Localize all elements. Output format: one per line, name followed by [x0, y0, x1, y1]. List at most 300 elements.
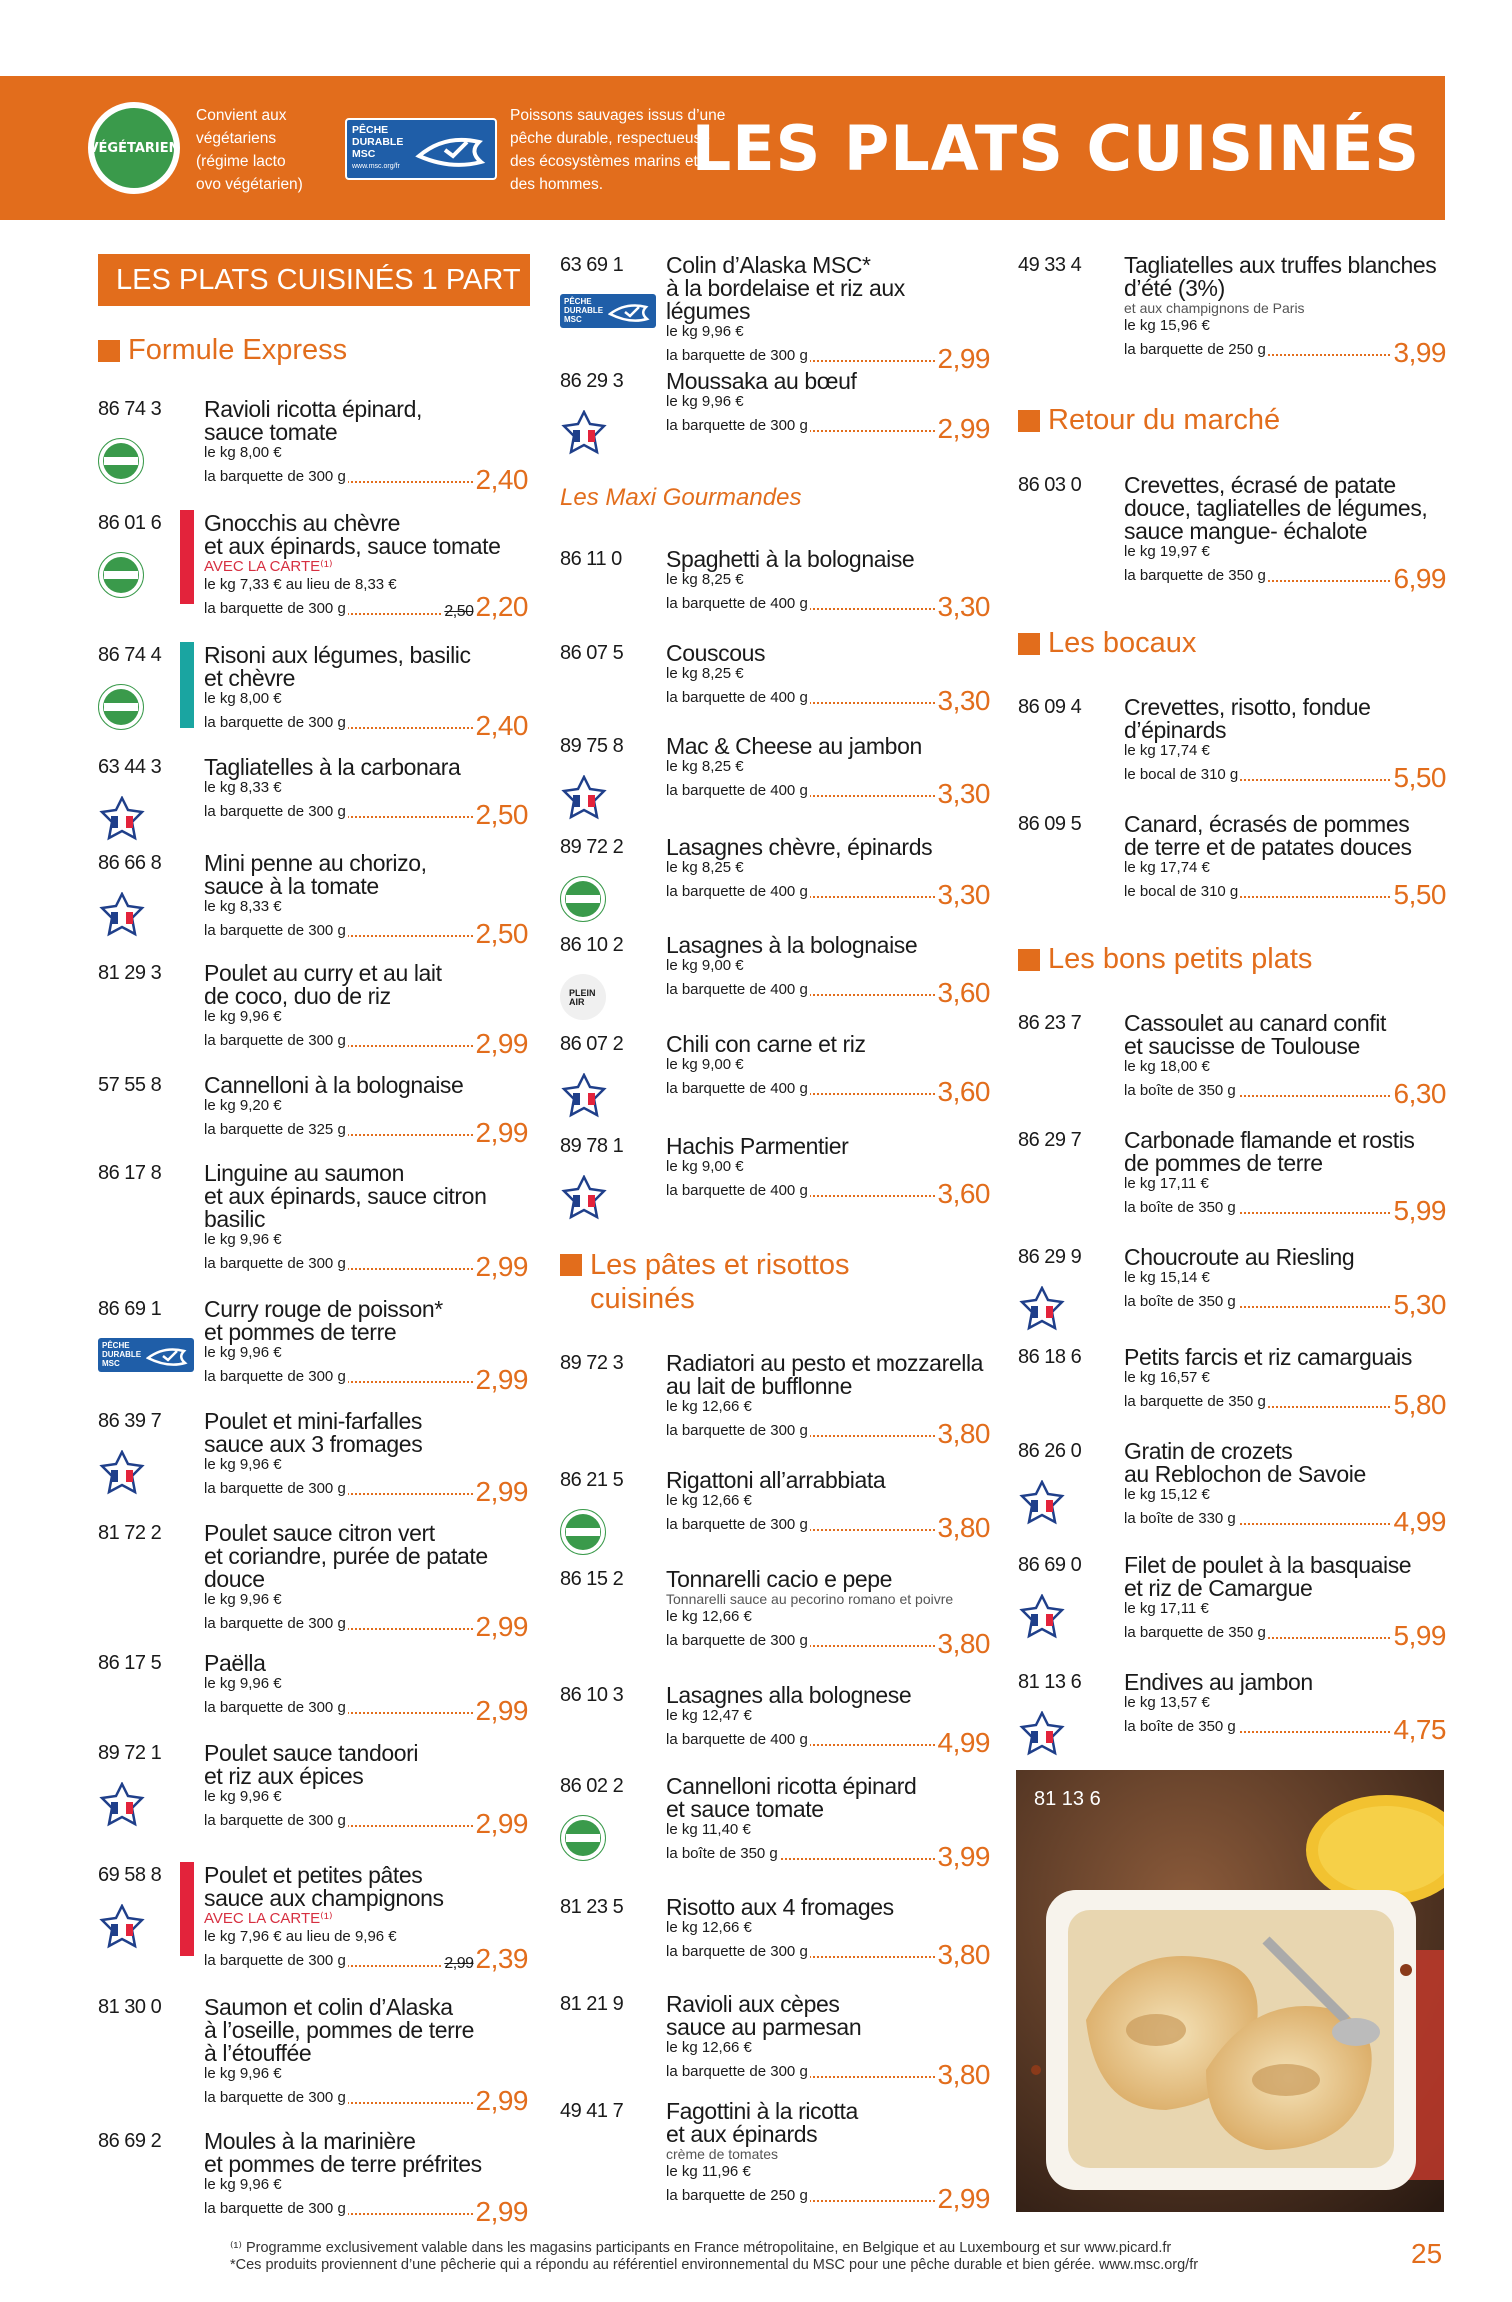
price-per-kg: le kg 15,12 €: [1124, 1486, 1210, 1503]
current-price: 3,99: [937, 1841, 990, 1872]
vegetarian-icon: [560, 1509, 606, 1555]
product-code: 81 13 6: [1018, 1671, 1082, 1693]
product-details: [666, 640, 990, 716]
product-name: de pommes de terre: [1124, 1150, 1323, 1176]
pack-size: la barquette de 300 g: [204, 1952, 346, 1969]
product-details: [204, 510, 528, 622]
product-name: au Reblochon de Savoie: [1124, 1461, 1366, 1487]
product-details: [1124, 1669, 1446, 1745]
price-line: [666, 2179, 990, 2214]
current-price: 2,99: [937, 413, 990, 444]
product-name: Poulet et petites pâtes: [204, 1862, 423, 1888]
product-name: Poulet sauce tandoori: [204, 1740, 419, 1766]
product-code: 57 55 8: [98, 1074, 162, 1096]
product-code: 86 39 7: [98, 1410, 162, 1432]
product-details: [1124, 1438, 1446, 1537]
product-details: [1124, 811, 1446, 910]
product-name: Tagliatelles aux truffes blanches: [1124, 252, 1437, 278]
product-price: [936, 591, 991, 622]
current-price: 2,20: [475, 591, 528, 622]
product-code: 81 29 3: [98, 962, 162, 984]
current-price: 4,75: [1393, 1714, 1446, 1745]
product-price: [1392, 1289, 1447, 1320]
product-code: 81 23 5: [560, 1896, 624, 1918]
product-details: [666, 932, 990, 1008]
product-price: [1392, 879, 1447, 910]
msc-icon: PÊCHE DURABLE MSC: [98, 1338, 194, 1372]
pack-size: la boîte de 350 g: [666, 1845, 778, 1862]
product-photo-endives: [1016, 1770, 1444, 2212]
product-code: 86 07 2: [560, 1033, 624, 1055]
product-price: [936, 778, 991, 809]
product-name: Poulet au curry et au lait: [204, 960, 442, 986]
product-price: [474, 1364, 529, 1395]
product-name: Risotto aux 4 fromages: [666, 1894, 894, 1920]
product-details: [666, 1773, 990, 1872]
price-line: [666, 973, 990, 1008]
product-name: Saumon et colin d’Alaska: [204, 1994, 453, 2020]
product-name: Poulet et mini-farfalles: [204, 1408, 422, 1434]
current-price: 2,40: [475, 710, 528, 741]
france-icon: [1018, 1711, 1066, 1757]
product-price: [936, 879, 991, 910]
france-icon: [560, 775, 608, 821]
price-per-kg: le kg 19,97 €: [1124, 543, 1210, 560]
france-icon: [1018, 1594, 1066, 1640]
product-name: Moussaka au bœuf: [666, 368, 857, 394]
price-line: [204, 1691, 528, 1726]
current-price: 2,50: [475, 918, 528, 949]
section-les-bocaux: Les bocaux: [1018, 627, 1196, 660]
vegetarian-icon: [560, 1815, 606, 1861]
vegetarian-badge-icon: VÉGÉTARIEN: [88, 102, 180, 194]
price-per-kg: le kg 12,66 €: [666, 1608, 752, 1625]
product-code: 86 26 0: [1018, 1440, 1082, 1462]
price-per-kg: le kg 9,96 €: [204, 1591, 282, 1608]
product-name: et pommes de terre: [204, 1319, 397, 1345]
current-price: 2,99: [475, 1117, 528, 1148]
product-details: [204, 1296, 528, 1395]
product-name: Poulet sauce citron vert: [204, 1520, 435, 1546]
product-details: [666, 1682, 990, 1758]
product-price: [474, 1251, 529, 1282]
product-name: Linguine au saumon: [204, 1160, 404, 1186]
product-details: [666, 1894, 990, 1970]
current-price: 2,99: [475, 1028, 528, 1059]
product-name: Paëlla: [204, 1650, 266, 1676]
product-details: [666, 2098, 990, 2214]
current-price: 3,30: [937, 879, 990, 910]
product-details: [204, 1862, 528, 1974]
product-name: Ravioli aux cèpes: [666, 1991, 840, 2017]
france-icon: [560, 1073, 608, 1119]
product-code: 89 78 1: [560, 1135, 624, 1157]
product-details: [666, 1350, 990, 1449]
france-icon: [98, 1782, 146, 1828]
product-price: [936, 343, 991, 374]
product-code: 89 72 2: [560, 836, 624, 858]
current-price: 2,99: [475, 2196, 528, 2227]
pack-size: la barquette de 250 g: [1124, 341, 1266, 358]
price-per-kg: le kg 9,96 €: [204, 1675, 282, 1692]
price-line: [204, 1113, 528, 1148]
product-details: [666, 733, 990, 809]
pack-size: la barquette de 350 g: [1124, 567, 1266, 584]
product-name: Gratin de crozets: [1124, 1438, 1293, 1464]
product-price: [936, 1178, 991, 1209]
product-code: 86 29 3: [560, 370, 624, 392]
product-price: [474, 710, 529, 741]
product-price: [936, 685, 991, 716]
product-name: Canard, écrasés de pommes: [1124, 811, 1410, 837]
promo-bar: [180, 1862, 194, 1956]
price-per-kg: le kg 9,96 €: [204, 2176, 282, 2193]
pack-size: la boîte de 330 g: [1124, 1510, 1236, 1527]
current-price: 2,40: [475, 464, 528, 495]
price-per-kg: le kg 17,11 €: [1124, 1175, 1209, 1192]
current-price: 3,80: [937, 2059, 990, 2090]
price-line: [666, 2055, 990, 2090]
price-line: [204, 1804, 528, 1839]
france-icon: [98, 796, 146, 842]
current-price: 6,99: [1393, 563, 1446, 594]
product-name: Rigattoni all’arrabbiata: [666, 1467, 886, 1493]
price-line: [666, 1508, 990, 1543]
price-line: [1124, 1385, 1446, 1420]
product-price: [1392, 563, 1447, 594]
product-description: et aux champignons de Paris: [1124, 300, 1305, 316]
price-line: [666, 1414, 990, 1449]
product-name: à l’étouffée: [204, 2040, 312, 2066]
section-marker: [1018, 410, 1040, 432]
product-name: Lasagnes chèvre, épinards: [666, 834, 933, 860]
product-code: 86 15 2: [560, 1568, 624, 1590]
pack-size: la barquette de 300 g: [204, 2089, 346, 2106]
pack-size: la barquette de 300 g: [666, 347, 808, 364]
pack-size: la boîte de 350 g: [1124, 1199, 1236, 1216]
product-name: et sauce tomate: [666, 1796, 824, 1822]
product-code: 81 30 0: [98, 1996, 162, 2018]
new-product-bar: [180, 642, 194, 728]
current-price: 4,99: [937, 1727, 990, 1758]
price-per-kg: le kg 7,33 € au lieu de 8,33 €: [204, 576, 397, 593]
product-details: [204, 642, 528, 741]
price-line: [1124, 1502, 1446, 1537]
price-line: [1124, 559, 1446, 594]
product-details: [666, 1566, 990, 1659]
france-icon: [98, 892, 146, 938]
product-code: 89 72 3: [560, 1352, 624, 1374]
product-name: Spaghetti à la bolognaise: [666, 546, 915, 572]
france-icon: [560, 1175, 608, 1221]
product-name: Cannelloni à la bolognaise: [204, 1072, 464, 1098]
product-name: Couscous: [666, 640, 766, 666]
pack-size: la barquette de 300 g: [204, 1368, 346, 1385]
product-price: [1392, 337, 1447, 368]
product-description: Tonnarelli sauce au pecorino romano et poivre: [666, 1591, 954, 1607]
product-name: Curry rouge de poisson*: [204, 1296, 443, 1322]
product-name: douce: [204, 1566, 265, 1592]
price-line: [666, 875, 990, 910]
pack-size: la barquette de 300 g: [666, 1422, 808, 1439]
product-name: Ravioli ricotta épinard,: [204, 396, 422, 422]
product-details: [666, 368, 990, 444]
product-details: [204, 850, 528, 949]
product-code: 86 23 7: [1018, 1012, 1082, 1034]
price-line: [1124, 333, 1446, 368]
price-per-kg: le kg 11,96 €: [666, 2163, 751, 2180]
product-details: [204, 1740, 528, 1839]
product-name: sauce aux 3 fromages: [204, 1431, 423, 1457]
product-name: et chèvre: [204, 665, 296, 691]
pack-size: la barquette de 400 g: [666, 883, 808, 900]
product-price: [442, 591, 528, 622]
product-name: Hachis Parmentier: [666, 1133, 849, 1159]
product-name: Crevettes, risotto, fondue: [1124, 694, 1371, 720]
pack-size: la barquette de 300 g: [204, 1812, 346, 1829]
vegetarian-icon: [560, 876, 606, 922]
pack-size: la barquette de 250 g: [666, 2187, 808, 2204]
product-name: de terre et de patates douces: [1124, 834, 1412, 860]
pack-size: la barquette de 400 g: [666, 1731, 808, 1748]
section-marker: [1018, 633, 1040, 655]
pack-size: la barquette de 300 g: [204, 1699, 346, 1716]
price-line: [1124, 1710, 1446, 1745]
page-number: 25: [1411, 2238, 1443, 2269]
vegetarian-icon: [98, 438, 144, 484]
pack-size: la barquette de 300 g: [204, 922, 346, 939]
price-per-kg: le kg 7,96 € au lieu de 9,96 €: [204, 1928, 397, 1945]
current-price: 3,30: [937, 778, 990, 809]
product-price: [1392, 1389, 1447, 1420]
product-name: et coriandre, purée de patate: [204, 1543, 488, 1569]
current-price: 5,80: [1393, 1389, 1446, 1420]
current-price: 5,50: [1393, 762, 1446, 793]
product-code: 86 10 2: [560, 934, 624, 956]
product-name: Lasagnes alla bolognese: [666, 1682, 912, 1708]
price-line: [1124, 1616, 1446, 1651]
product-details: [204, 1994, 528, 2116]
product-code: 81 72 2: [98, 1522, 162, 1544]
current-price: 3,60: [937, 1178, 990, 1209]
current-price: 3,80: [937, 1628, 990, 1659]
price-line: [204, 1024, 528, 1059]
current-price: 2,99: [475, 1611, 528, 1642]
product-name: d’épinards: [1124, 717, 1227, 743]
product-code: 89 75 8: [560, 735, 624, 757]
product-price: [936, 1076, 991, 1107]
product-name: au lait de bufflonne: [666, 1373, 852, 1399]
product-name: Gnocchis au chèvre: [204, 510, 401, 536]
price-per-kg: le kg 17,74 €: [1124, 859, 1210, 876]
current-price: 5,50: [1393, 879, 1446, 910]
product-code: 86 11 0: [560, 548, 622, 570]
price-per-kg: le kg 9,00 €: [666, 1056, 744, 1073]
price-per-kg: le kg 9,96 €: [204, 1456, 282, 1473]
product-details: [204, 1650, 528, 1726]
price-per-kg: le kg 16,57 €: [1124, 1369, 1210, 1386]
price-line: [204, 591, 528, 622]
product-details: [204, 2128, 528, 2227]
product-name: Endives au jambon: [1124, 1669, 1313, 1695]
product-details: [204, 1072, 528, 1148]
product-name: sauce tomate: [204, 419, 338, 445]
product-details: [204, 754, 528, 830]
price-line: [204, 1943, 528, 1974]
price-per-kg: le kg 12,47 €: [666, 1707, 752, 1724]
current-price: 2,39: [475, 1943, 528, 1974]
section-marker: [560, 1254, 582, 1276]
price-per-kg: le kg 15,96 €: [1124, 317, 1210, 334]
section-retour-du-marche: Retour du marché: [1018, 404, 1280, 437]
section-marker: [1018, 949, 1040, 971]
product-code: 86 21 5: [560, 1469, 624, 1491]
pack-size: la barquette de 400 g: [666, 689, 808, 706]
product-details: [666, 252, 990, 374]
product-price: [474, 2085, 529, 2116]
current-price: 3,30: [937, 591, 990, 622]
product-code: 69 58 8: [98, 1864, 162, 1886]
current-price: 3,30: [937, 685, 990, 716]
product-name: à l’oseille, pommes de terre: [204, 2017, 475, 2043]
price-line: [204, 2081, 528, 2116]
product-price: [474, 1611, 529, 1642]
product-name: douce, tagliatelles de légumes,: [1124, 495, 1428, 521]
product-price: [936, 1418, 991, 1449]
product-name: sauce à la tomate: [204, 873, 379, 899]
current-price: 3,60: [937, 1076, 990, 1107]
current-price: 4,99: [1393, 1506, 1446, 1537]
current-price: 3,80: [937, 1939, 990, 1970]
product-name: sauce mangue- échalote: [1124, 518, 1368, 544]
price-line: [666, 1624, 990, 1659]
price-per-kg: le kg 8,33 €: [204, 779, 282, 796]
pack-size: la barquette de 300 g: [204, 1480, 346, 1497]
product-price: [1392, 1078, 1447, 1109]
price-per-kg: le kg 8,25 €: [666, 758, 744, 775]
section-maxi-gourmandes: Les Maxi Gourmandes: [560, 484, 802, 511]
current-price: 5,99: [1393, 1195, 1446, 1226]
current-price: 3,80: [937, 1512, 990, 1543]
product-details: [1124, 694, 1446, 793]
pack-size: le bocal de 310 g: [1124, 766, 1239, 783]
product-price: [936, 2183, 991, 2214]
product-details: [204, 1160, 528, 1282]
price-line: [666, 1837, 990, 1872]
product-price: [936, 2059, 991, 2090]
price-line: [666, 587, 990, 622]
product-name: Tagliatelles à la carbonara: [204, 754, 461, 780]
price-per-kg: le kg 9,96 €: [204, 1788, 282, 1805]
product-price: [474, 1117, 529, 1148]
product-name: Cassoulet au canard confit: [1124, 1010, 1386, 1036]
product-name: de coco, duo de riz: [204, 983, 391, 1009]
product-details: [1124, 1552, 1446, 1651]
product-code: 86 17 8: [98, 1162, 162, 1184]
price-per-kg: le kg 12,66 €: [666, 1398, 752, 1415]
pack-size: la barquette de 300 g: [204, 714, 346, 731]
price-per-kg: le kg 9,00 €: [666, 957, 744, 974]
current-price: 2,99: [475, 1476, 528, 1507]
price-line: [204, 1360, 528, 1395]
price-line: [666, 339, 990, 374]
product-code: 86 69 0: [1018, 1554, 1082, 1576]
product-code: 86 69 2: [98, 2130, 162, 2152]
product-code: 86 18 6: [1018, 1346, 1082, 1368]
product-name: Choucroute au Riesling: [1124, 1244, 1355, 1270]
price-per-kg: le kg 9,96 €: [204, 1344, 282, 1361]
old-price: 2,50: [444, 603, 474, 620]
product-price: [936, 1512, 991, 1543]
product-price: [936, 1841, 991, 1872]
current-price: 3,80: [937, 1418, 990, 1449]
product-name: et saucisse de Toulouse: [1124, 1033, 1360, 1059]
pack-size: la barquette de 300 g: [204, 1255, 346, 1272]
price-per-kg: le kg 9,96 €: [204, 1008, 282, 1025]
product-code: 86 74 4: [98, 644, 162, 666]
france-icon: [98, 1450, 146, 1496]
price-line: [666, 409, 990, 444]
current-price: 2,99: [937, 2183, 990, 2214]
price-per-kg: le kg 12,66 €: [666, 2039, 752, 2056]
section-pates-risottos: Les pâtes et risottos cuisinés: [560, 1248, 850, 1316]
pack-size: la barquette de 300 g: [666, 1943, 808, 1960]
product-code: 86 09 4: [1018, 696, 1082, 718]
product-details: [666, 1133, 990, 1209]
price-per-kg: le kg 8,25 €: [666, 665, 744, 682]
price-per-kg: le kg 8,33 €: [204, 898, 282, 915]
price-per-kg: le kg 13,57 €: [1124, 1694, 1210, 1711]
current-price: 3,99: [1393, 337, 1446, 368]
current-price: 5,99: [1393, 1620, 1446, 1651]
product-name: Lasagnes à la bolognaise: [666, 932, 918, 958]
product-details: [1124, 1127, 1446, 1226]
price-line: [666, 774, 990, 809]
current-price: 2,99: [937, 343, 990, 374]
product-details: [204, 960, 528, 1059]
product-price: [1392, 1620, 1447, 1651]
product-price: [1392, 1714, 1447, 1745]
product-price: [474, 799, 529, 830]
product-price: [1392, 762, 1447, 793]
product-details: [204, 1408, 528, 1507]
pack-size: la barquette de 300 g: [204, 600, 346, 617]
product-details: [204, 1520, 528, 1642]
price-line: [204, 706, 528, 741]
product-code: 81 21 9: [560, 1993, 624, 2015]
product-name: et riz de Camargue: [1124, 1575, 1313, 1601]
product-details: [1124, 1344, 1446, 1420]
product-name: Carbonade flamande et rostis: [1124, 1127, 1415, 1153]
loyalty-card-note: AVEC LA CARTE⁽¹⁾: [204, 558, 333, 575]
section-bons-petits-plats: Les bons petits plats: [1018, 943, 1312, 976]
product-name: Colin d’Alaska MSC*: [666, 252, 871, 278]
product-name: sauce au parmesan: [666, 2014, 862, 2040]
current-price: 5,30: [1393, 1289, 1446, 1320]
pack-size: le bocal de 310 g: [1124, 883, 1239, 900]
product-details: [1124, 472, 1446, 594]
price-per-kg: le kg 9,96 €: [666, 323, 744, 340]
pack-size: la barquette de 300 g: [204, 1615, 346, 1632]
price-line: [1124, 1285, 1446, 1320]
product-name: Filet de poulet à la basquaise: [1124, 1552, 1412, 1578]
product-price: [474, 2196, 529, 2227]
product-details: [1124, 1244, 1446, 1320]
pack-size: la barquette de 300 g: [204, 803, 346, 820]
product-code: 63 44 3: [98, 756, 162, 778]
product-price: [936, 977, 991, 1008]
price-line: [666, 1723, 990, 1758]
